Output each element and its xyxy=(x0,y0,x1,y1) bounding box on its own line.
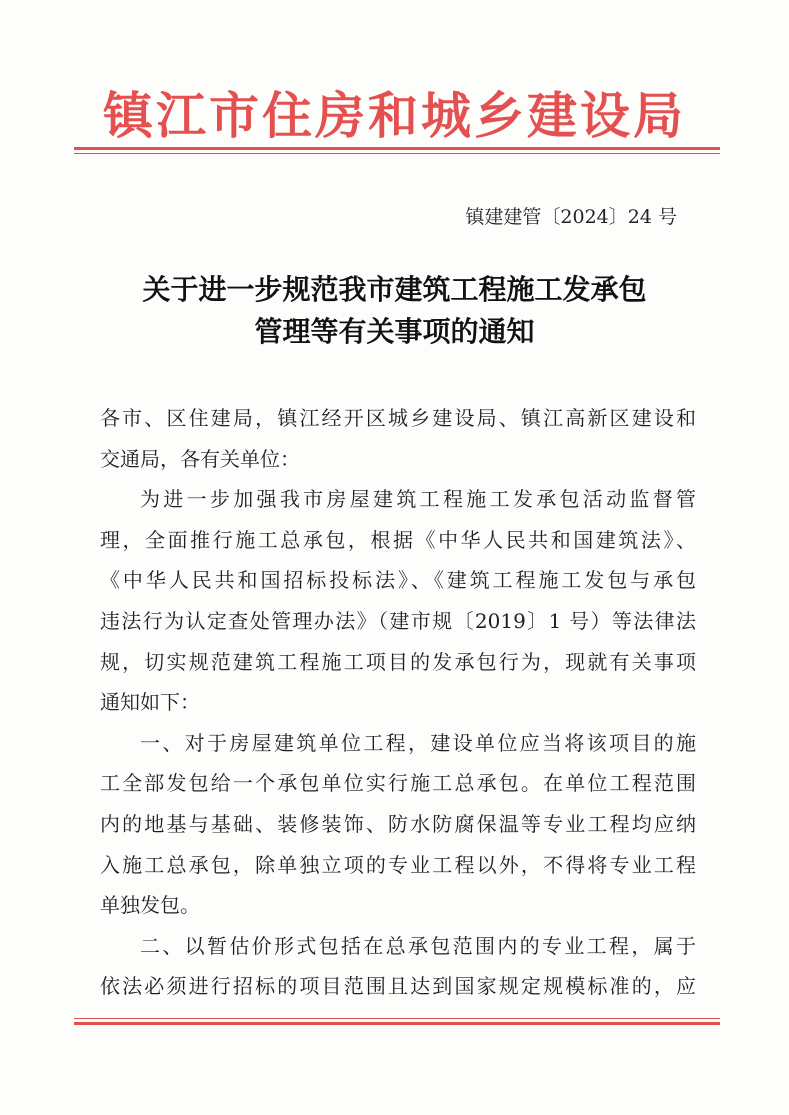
header-rule-thin xyxy=(74,153,720,154)
body-line: 工全部发包给一个承包单位实行施工总承包。在单位工程范围 xyxy=(100,771,696,796)
body-line: 理，全面推行施工总承包，根据《中华人民共和国建筑法》、 xyxy=(100,527,696,552)
document-title-line-1: 关于进一步规范我市建筑工程施工发承包 xyxy=(142,273,647,306)
footer-rule-thin xyxy=(74,1018,720,1019)
body-line: 各市、区住建局，镇江经开区城乡建设局、镇江高新区建设和 xyxy=(100,406,696,430)
body-line: 为进一步加强我市房屋建筑工程施工发承包活动监督管 xyxy=(140,487,696,512)
body-line: 单独发包。 xyxy=(100,893,200,918)
body-line: 一、对于房屋建筑单位工程，建设单位应当将该项目的施 xyxy=(140,730,696,755)
body-line: 《中华人民共和国招标投标法》、《建筑工程施工发包与承包 xyxy=(100,568,696,593)
document-title-line-2: 管理等有关事项的通知 xyxy=(254,315,535,348)
body-line: 二、以暂估价形式包括在总承包范围内的专业工程，属于 xyxy=(140,933,696,958)
body-line: 入施工总承包，除单独立项的专业工程以外，不得将专业工程 xyxy=(100,852,696,877)
footer-rule-thick xyxy=(74,1022,720,1025)
body-line: 交通局，各有关单位： xyxy=(100,446,300,471)
body-line: 依法必须进行招标的项目范围且达到国家规定规模标准的，应 xyxy=(100,974,696,999)
header-rule-thick xyxy=(74,147,720,150)
document-number: 镇建建管〔2024〕24 号 xyxy=(465,206,677,228)
document-body xyxy=(100,398,696,1007)
body-line: 规，切实规范建筑工程施工项目的发承包行为，现就有关事项 xyxy=(100,649,696,674)
body-line: 内的地基与基础、装修装饰、防水防腐保温等专业工程均应纳 xyxy=(100,811,696,836)
agency-header: 镇江市住房和城乡建设局 xyxy=(103,86,686,145)
body-line: 违法行为认定查处管理办法》（建市规〔2019〕1 号）等法律法 xyxy=(100,608,696,633)
body-line: 通知如下： xyxy=(100,690,200,715)
